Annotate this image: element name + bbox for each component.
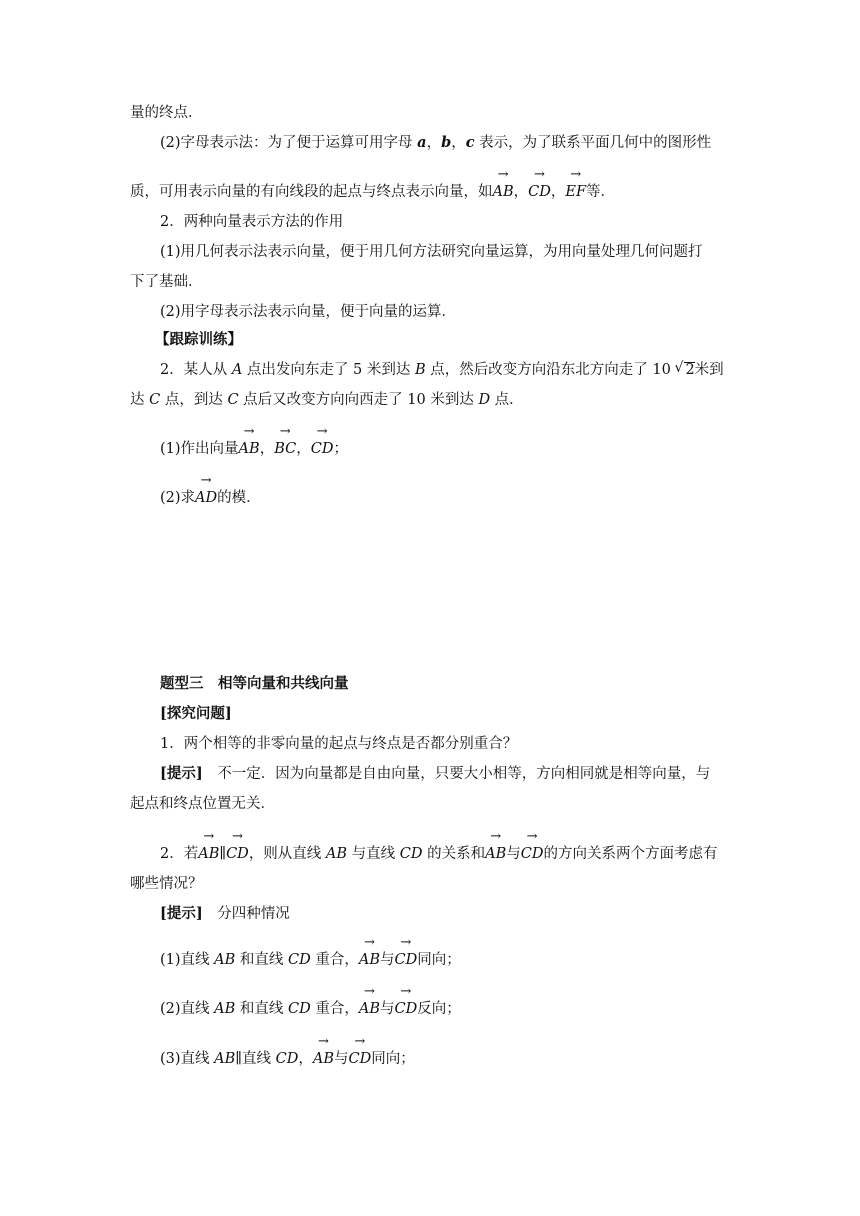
- section-label: 【跟踪训练】: [155, 331, 242, 348]
- vector-ad: → AD: [195, 489, 217, 507]
- list-item: (3)直线 AB∥直线 CD，→ AB与→ CD同向；: [160, 1050, 415, 1068]
- vector-ef: → EF: [565, 183, 586, 201]
- vector-ab: → AB: [313, 1050, 334, 1068]
- vector-cd: → CD: [311, 440, 334, 458]
- vector-ab: → AB: [359, 951, 380, 969]
- paragraph: 质，可用表示向量的有向线段的起点与终点表示向量，如→ AB，→ CD，→ EF等．: [130, 183, 615, 201]
- vector-ab: → AB: [485, 845, 506, 863]
- paragraph: (2)字母表示法：为了便于运算可用字母 a，b，c 表示，为了联系平面几何中的图形性: [160, 134, 712, 151]
- vector-cd: → CD: [226, 845, 249, 863]
- paragraph: [提示] 分四种情况: [160, 905, 290, 922]
- section-heading: 题型三 相等向量和共线向量: [160, 675, 349, 692]
- paragraph: 2．某人从 A 点出发向东走了 5 米到达 B 点，然后改变方向沿东北方向走了 10 √ 2米到: [160, 361, 724, 379]
- paragraph: [提示] 不一定．因为向量都是自由向量，只要大小相等，方向相同就是相等向量，与: [160, 765, 711, 782]
- paragraph: 起点和终点位置无关．: [130, 796, 275, 812]
- paragraph: 2．两种向量表示方法的作用: [160, 214, 344, 230]
- paragraph: (1)作出向量→ AB，→ BC，→ CD；: [160, 440, 348, 458]
- sqrt-symbol: √ 2: [684, 362, 694, 378]
- section-label: [探究问题]: [160, 705, 232, 722]
- list-item: (1)直线 AB 和直线 CD 重合，→ AB与→ CD同向；: [160, 951, 461, 969]
- vector-ab: → AB: [359, 1000, 380, 1018]
- paragraph: 1．两个相等的非零向量的起点与终点是否都分别重合？: [160, 736, 518, 752]
- paragraph: (2)求→ AD的模．: [160, 489, 261, 507]
- paragraph: (1)用几何表示法表示向量，便于用几何方法研究向量运算，为用向量处理几何问题打: [160, 244, 703, 260]
- vector-ab: → AB: [493, 183, 514, 201]
- vector-bc: → BC: [274, 440, 296, 458]
- vector-cd: → CD: [521, 845, 544, 863]
- paragraph: (2)用字母表示法表示向量，便于向量的运算．: [160, 304, 457, 320]
- vector-ab: → AB: [239, 440, 260, 458]
- paragraph: 量的终点．: [130, 105, 203, 121]
- list-item: (2)直线 AB 和直线 CD 重合，→ AB与→ CD反向；: [160, 1000, 461, 1018]
- vector-ab: → AB: [198, 845, 219, 863]
- vector-cd: → CD: [395, 951, 418, 969]
- paragraph: 下了基础．: [130, 274, 203, 290]
- paragraph: 哪些情况？: [130, 876, 203, 892]
- vector-cd: → CD: [528, 183, 551, 201]
- paragraph: 2．若→ AB∥→ CD，则从直线 AB 与直线 CD 的关系和→ AB与→ CD的方向关系两个方面考虑有: [160, 845, 718, 863]
- vector-cd: → CD: [348, 1050, 371, 1068]
- paragraph: 达 C 点，到达 C 点后又改变方向向西走了 10 米到达 D 点．: [130, 392, 524, 408]
- vector-cd: → CD: [395, 1000, 418, 1018]
